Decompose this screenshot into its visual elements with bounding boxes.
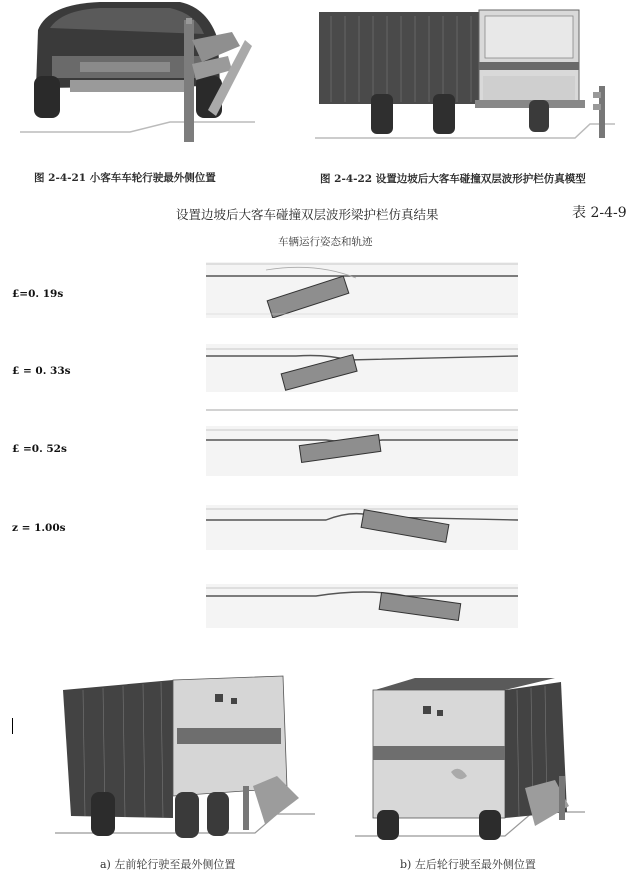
text-cursor [12, 718, 13, 734]
bus-left-front-image [55, 668, 315, 850]
time-label-4: z = 1.00s [12, 522, 66, 534]
time-label-2: £ = 0. 33s [12, 365, 71, 377]
table-number: 表 2-4-9 [572, 205, 627, 221]
bus-model-image [315, 6, 615, 141]
car-crash-image [20, 0, 255, 150]
time-label-3: £ =0. 52s [12, 443, 67, 455]
simulation-frame-1 [206, 262, 518, 318]
figure-caption-2-4-22: 图 2-4-22 设置边坡后大客车碰撞双层波形护栏仿真模型 [320, 173, 586, 185]
bus-left-rear-image [355, 676, 585, 852]
caption-left-rear: b) 左后轮行驶至最外侧位置 [400, 858, 536, 871]
simulation-frame-5 [206, 584, 518, 628]
simulation-frame-3 [206, 426, 518, 476]
table-subtitle: 车辆运行姿态和轨迹 [278, 236, 373, 248]
time-label-1: £=0. 19s [12, 288, 64, 300]
figure-caption-2-4-21: 图 2-4-21 小客车车轮行驶最外侧位置 [34, 172, 216, 184]
simulation-frame-2 [206, 344, 518, 412]
table-title: 设置边坡后大客车碰撞双层波形梁护栏仿真结果 [176, 207, 439, 222]
simulation-frame-4 [206, 505, 518, 550]
caption-left-front: a) 左前轮行驶至最外侧位置 [100, 858, 236, 871]
